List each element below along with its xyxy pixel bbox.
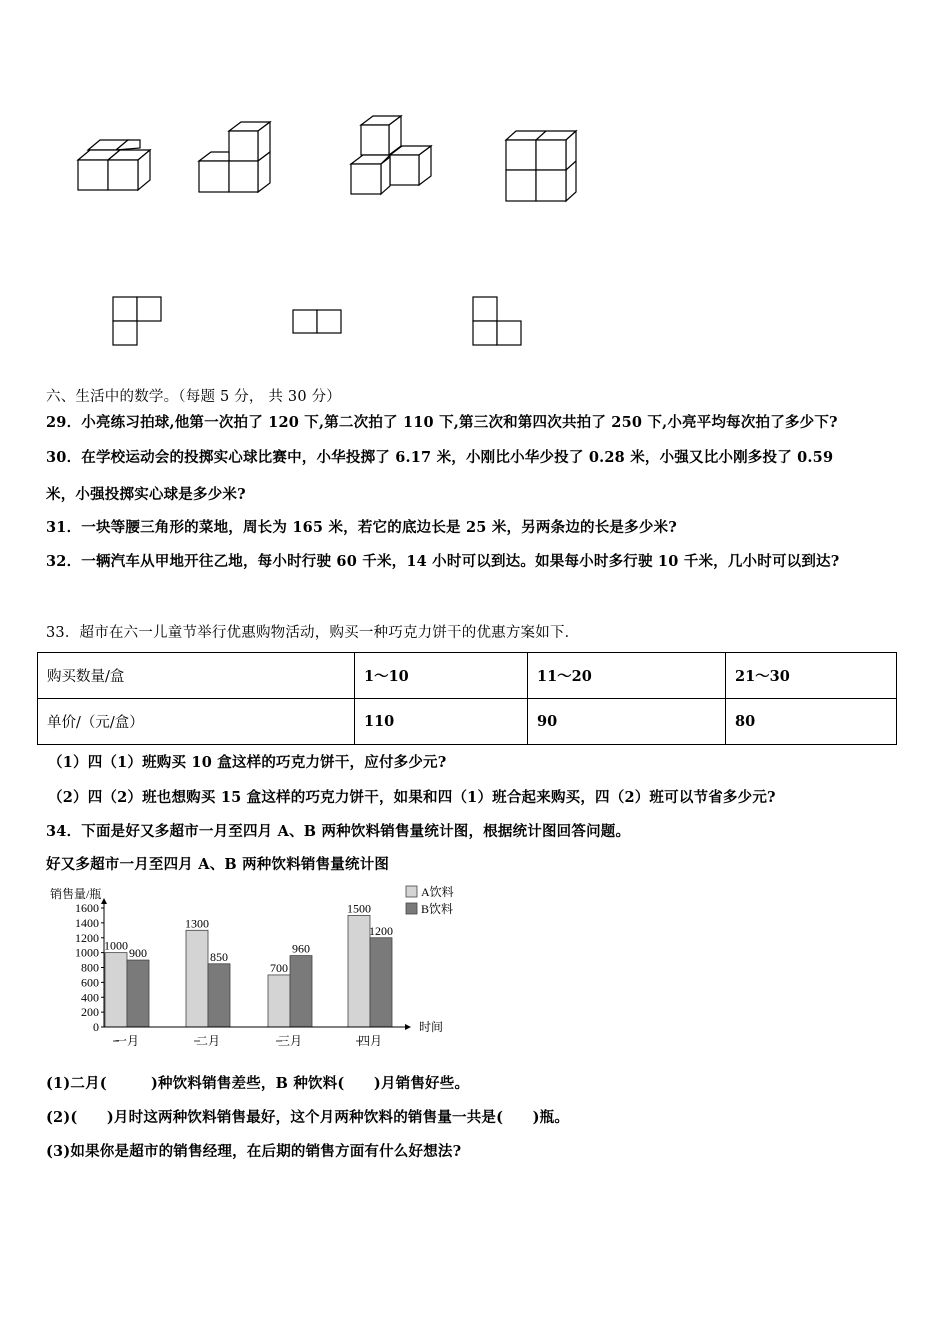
- bar-value-label: 900: [129, 946, 147, 961]
- y-axis-label: 销售量/瓶: [50, 887, 102, 901]
- bar: [208, 964, 230, 1027]
- bar: [127, 960, 149, 1027]
- chart-legend: [406, 884, 454, 916]
- question-34-intro: 34．下面是好又多超市一月至四月 A、B 两种饮料销售量统计图，根据统计图回答问题。: [46, 823, 631, 840]
- table-cell: 1～10: [355, 653, 528, 699]
- bar-value-label: 1500: [347, 901, 371, 916]
- x-axis-arrow: [405, 1024, 411, 1030]
- bar: [370, 938, 392, 1027]
- bar-value-label: 850: [210, 949, 228, 964]
- question-32: 32．一辆汽车从甲地开往乙地，每小时行驶 60 千米，14 小时可以到达。如果每小时多行驶 10 千米，几小时可以到达?: [46, 553, 840, 570]
- table-cell: 90: [528, 699, 726, 745]
- question-33-1: （1）四（1）班购买 10 盒这样的巧克力饼干，应付多少元?: [48, 754, 447, 771]
- x-tick-label: 三月: [277, 1034, 303, 1048]
- bar-value-label: 700: [270, 960, 288, 975]
- question-29: 29．小亮练习拍球,他第一次拍了 120 下,第二次拍了 110 下,第三次和第四次共拍了 250 下,小亮平均每次拍了多少下?: [46, 414, 838, 431]
- x-tick-label: 二月: [195, 1034, 221, 1048]
- bar-value-label: 1000: [104, 938, 128, 953]
- view-figure-3: [473, 297, 521, 345]
- table-cell: 110: [355, 699, 528, 745]
- bar-value-label: 1200: [369, 923, 393, 938]
- view-figure-2: [293, 310, 341, 333]
- solid-figures: [0, 100, 950, 220]
- bar: [268, 975, 290, 1027]
- table-cell: 21～30: [726, 653, 897, 699]
- bar: [105, 953, 127, 1027]
- table-cell: 购买数量/盒: [38, 653, 355, 699]
- y-tick-label: 200: [81, 1005, 99, 1020]
- legend-label: B饮料: [421, 902, 454, 916]
- legend-label: A饮料: [421, 885, 454, 899]
- table-row: [38, 653, 897, 699]
- question-33-2: （2）四（2）班也想购买 15 盒这样的巧克力饼干，如果和四（1）班合起来购买，四（2）班可以节省多少元?: [48, 789, 776, 806]
- bar: [348, 915, 370, 1027]
- y-tick-label: 1400: [75, 915, 99, 930]
- legend-swatch: [406, 903, 417, 914]
- question-34-3: (3)如果你是超市的销售经理，在后期的销售方面有什么好想法?: [46, 1143, 462, 1160]
- y-tick-label: 600: [81, 975, 99, 990]
- table-cell: 11～20: [528, 653, 726, 699]
- price-table: [37, 652, 897, 745]
- bar: [290, 956, 312, 1027]
- y-tick-label: 800: [81, 960, 99, 975]
- question-33-intro: 33．超市在六一儿童节举行优惠购物活动，购买一种巧克力饼干的优惠方案如下．: [46, 625, 580, 641]
- x-tick-label: 四月: [357, 1034, 383, 1048]
- question-34-2: (2)( )月时这两种饮料销售最好，这个月两种饮料的销售量一共是( )瓶。: [46, 1109, 570, 1126]
- y-tick-label: 0: [93, 1020, 99, 1034]
- question-34-1: (1)二月( )种饮料销售差些，B 种饮料( )月销售好些。: [46, 1075, 470, 1092]
- y-tick-label: 1600: [75, 901, 99, 915]
- solid-figure-4: [506, 131, 576, 201]
- solid-figure-1: [78, 140, 150, 190]
- question-30-line-1: 30．在学校运动会的投掷实心球比赛中，小华投掷了 6.17 米，小刚比小华少投了 0.28 米，小强又比小刚多投了 0.59: [46, 449, 834, 466]
- view-figure-1: [113, 297, 161, 345]
- chart-title: 好又多超市一月至四月 A、B 两种饮料销售量统计图: [46, 856, 390, 873]
- table-cell: 单价/（元/盒）: [38, 699, 355, 745]
- question-31: 31．一块等腰三角形的菜地，周长为 165 米，若它的底边长是 25 米，另两条边的长是多少米?: [46, 519, 677, 536]
- y-tick-label: 400: [81, 990, 99, 1005]
- x-axis-label: 时间: [419, 1020, 444, 1034]
- solid-figure-3: [351, 116, 431, 194]
- question-30-line-2: 米，小强投掷实心球是多少米?: [46, 486, 246, 503]
- bar: [186, 930, 208, 1027]
- section-6-title: 六、生活中的数学。（每题 5 分， 共 30 分）: [46, 389, 341, 405]
- solid-figure-2: [199, 122, 270, 192]
- bar-value-label: 1300: [185, 916, 209, 931]
- x-tick-label: 一月: [114, 1034, 140, 1048]
- legend-swatch: [406, 886, 417, 897]
- y-tick-label: 1200: [75, 930, 99, 945]
- bar-value-label: 960: [292, 941, 310, 956]
- table-cell: 80: [726, 699, 897, 745]
- y-tick-label: 1000: [75, 945, 99, 960]
- view-figures: [0, 290, 950, 350]
- sales-bar-chart: [40, 878, 460, 1053]
- table-row: [38, 699, 897, 745]
- y-axis-arrow: [101, 898, 107, 904]
